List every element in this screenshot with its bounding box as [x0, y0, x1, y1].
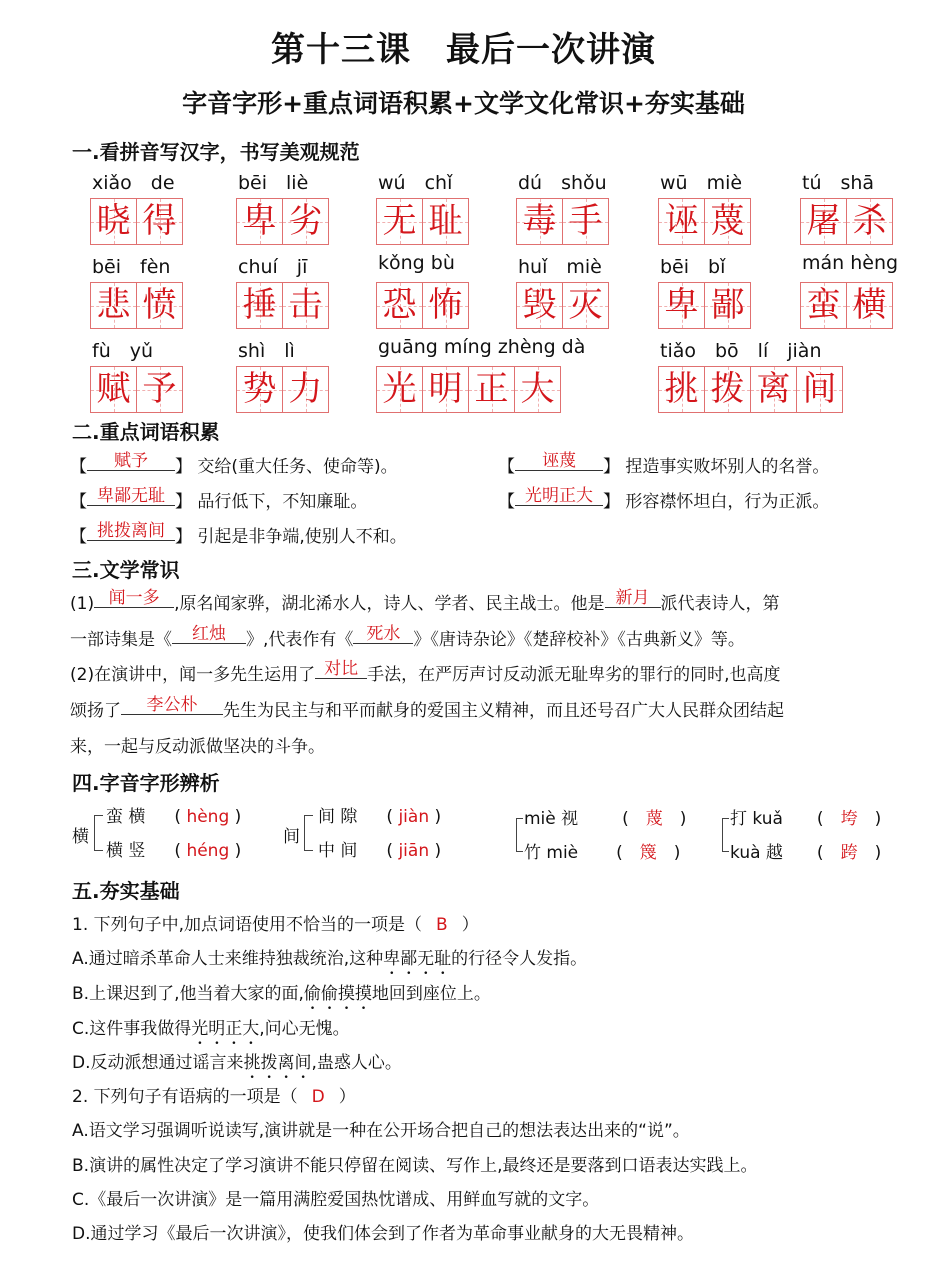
dotted-word: 偷偷摸摸 — [303, 984, 372, 1004]
answer-blank: 对比 — [315, 661, 367, 679]
char-cell — [796, 366, 843, 413]
pinyin-label: bēi fèn — [92, 256, 171, 278]
char-grid — [376, 366, 560, 413]
char-grid — [236, 282, 328, 329]
q1-option-a: A.通过暗杀革命人士来维持独裁统治,这种卑鄙无耻的行径令人发指。 — [72, 949, 588, 969]
hanzi-answer: 蔑 — [710, 201, 745, 241]
pinyin-label: shì lì — [238, 340, 295, 362]
char-cell — [236, 282, 283, 329]
pinyin-label: xiǎo de — [92, 172, 175, 194]
char-cell — [90, 198, 137, 245]
char-cell — [516, 282, 563, 329]
hanzi-answer: 卑 — [242, 201, 277, 241]
answer-blank: 红烛 — [172, 626, 246, 644]
vocab-item-2: 【 诬蔑 】 捏造事实败坏别人的名誉。 — [498, 451, 830, 477]
char-cell — [376, 198, 423, 245]
vocab-item-4: 【 光明正大 】 形容襟怀坦白，行为正派。 — [498, 486, 830, 512]
literature-p2-line1: (2)在演讲中，闻一多先生运用了 对比 手法，在严厉声讨反动派无耻卑劣的罪行的同时,也高度 — [70, 659, 781, 685]
vocab-answer: 卑鄙无耻 — [87, 488, 175, 506]
bracket — [304, 815, 313, 851]
char-cell — [704, 282, 751, 329]
char-cell — [422, 366, 469, 413]
q2-option-d: D.通过学习《最后一次讲演》，使我们体会到了作者为革命事业献身的大无畏精神。 — [72, 1224, 694, 1244]
page-title: 第十三课 最后一次讲演 — [271, 30, 656, 70]
char-cell — [704, 366, 751, 413]
bracket — [94, 815, 103, 851]
hanzi-answer: 横 — [852, 285, 887, 325]
hanzi-answer: 赋 — [96, 369, 131, 409]
hanzi-answer: 手 — [568, 201, 603, 241]
root-char-heng: 横 — [72, 827, 89, 847]
pinyin-label: guāng míng zhèng dà — [378, 336, 586, 358]
char-cell — [236, 366, 283, 413]
char-cell — [658, 198, 705, 245]
vocab-answer: 光明正大 — [515, 488, 603, 506]
hanzi-answer: 杀 — [852, 201, 887, 241]
char-grid — [658, 198, 750, 245]
q1-option-c: C.这件事我做得光明正大,问心无愧。 — [72, 1019, 350, 1039]
char-cell — [422, 198, 469, 245]
char-cell — [516, 198, 563, 245]
vocab-answer: 诬蔑 — [515, 453, 603, 471]
char-grid — [658, 282, 750, 329]
hanzi-answer: 击 — [288, 285, 323, 325]
char-grid — [376, 198, 468, 245]
vocab-answer: 挑拨离间 — [87, 523, 175, 541]
pinyin-label: dú shǒu — [518, 172, 607, 194]
dotted-word: 光明正大 — [191, 1019, 260, 1039]
char-cell — [282, 282, 329, 329]
pinyin-label: tú shā — [802, 172, 875, 194]
hanzi-answer: 挑 — [664, 369, 699, 409]
hanzi-answer: 力 — [288, 369, 323, 409]
char-cell — [282, 198, 329, 245]
char-cell — [376, 282, 423, 329]
q1-option-d: D.反动派想通过谣言来挑拨离间,蛊惑人心。 — [72, 1053, 402, 1073]
word-pair-row: 蛮 横 ( hèng ) — [106, 807, 242, 827]
section-2-heading: 二.重点词语积累 — [72, 420, 220, 444]
char-cell — [704, 198, 751, 245]
char-grid — [236, 198, 328, 245]
char-grid — [800, 282, 892, 329]
pinyin-label: chuí jī — [238, 256, 308, 278]
char-cell — [136, 282, 183, 329]
word-pair-row: 打 kuǎ ( 垮 ) — [730, 809, 882, 829]
answer-blank: 死水 — [353, 626, 413, 644]
char-cell — [800, 282, 847, 329]
char-grid — [376, 282, 468, 329]
literature-p2-line2: 颂扬了 李公朴 先生为民主与和平而献身的爱国主义精神，而且还号召广大人民群众团结起 — [70, 695, 784, 721]
char-cell — [376, 366, 423, 413]
char-cell — [282, 366, 329, 413]
bracket — [516, 818, 523, 852]
char-grid — [90, 366, 182, 413]
char-grid — [516, 198, 608, 245]
hanzi-answer: 恐 — [382, 285, 417, 325]
char-grid — [658, 366, 842, 413]
question-2: 2. 下列句子有语病的一项是（ D ） — [72, 1087, 356, 1107]
pinyin-label: tiǎo bō lí jiàn — [660, 340, 822, 362]
hanzi-answer: 大 — [520, 369, 555, 409]
pinyin-label: huǐ miè — [518, 256, 602, 278]
q2-option-c: C.《最后一次讲演》是一篇用满腔爱国热忱谱成、用鲜血写就的文字。 — [72, 1190, 600, 1210]
question-1-answer: B — [436, 915, 448, 935]
vocab-item-5: 【 挑拨离间 】 引起是非争端,使别人不和。 — [70, 521, 407, 547]
page-subtitle: 字音字形+重点词语积累+文学文化常识+夯实基础 — [182, 89, 745, 118]
char-cell — [468, 366, 515, 413]
answer-blank: 李公朴 — [121, 697, 223, 715]
hanzi-answer: 灭 — [568, 285, 603, 325]
hanzi-answer: 悲 — [96, 285, 131, 325]
pinyin-label: wú chǐ — [378, 172, 453, 194]
char-grid — [90, 198, 182, 245]
char-cell — [846, 282, 893, 329]
hanzi-answer: 鄙 — [710, 285, 745, 325]
question-2-answer: D — [311, 1087, 325, 1107]
word-pair-row: kuà 越 ( 跨 ) — [730, 843, 882, 863]
hanzi-answer: 无 — [382, 201, 417, 241]
word-pair-row: miè 视 ( 蔑 ) — [524, 809, 687, 829]
hanzi-answer: 愤 — [142, 285, 177, 325]
word-pair-row: 横 竖 ( héng ) — [106, 841, 242, 861]
literature-p1-line2: 一部诗集是《 红烛 》,代表作有《 死水 》《唐诗杂论》《楚辞校补》《古典新义》等。 — [70, 624, 745, 650]
char-cell — [800, 198, 847, 245]
char-cell — [90, 366, 137, 413]
char-cell — [562, 198, 609, 245]
section-5-heading: 五.夯实基础 — [72, 879, 180, 903]
literature-p2-line3: 来，一起与反动派做坚决的斗争。 — [70, 737, 325, 757]
answer-blank: 闻一多 — [94, 590, 174, 608]
char-cell — [750, 366, 797, 413]
hanzi-answer: 光 — [382, 369, 417, 409]
char-grid — [516, 282, 608, 329]
q1-option-b: B.上课迟到了,他当着大家的面,偷偷摸摸地回到座位上。 — [72, 984, 491, 1004]
char-cell — [236, 198, 283, 245]
hanzi-answer: 间 — [802, 369, 837, 409]
q2-option-a: A.语文学习强调听说读写,演讲就是一种在公开场合把自己的想法表达出来的“说”。 — [72, 1121, 690, 1141]
char-cell — [562, 282, 609, 329]
section-4-heading: 四.字音字形辨析 — [72, 771, 220, 795]
hanzi-answer: 毁 — [522, 285, 557, 325]
answer-blank: 新月 — [605, 590, 661, 608]
vocab-item-3: 【 卑鄙无耻 】 品行低下，不知廉耻。 — [70, 486, 368, 512]
pinyin-label: bēi liè — [238, 172, 309, 194]
hanzi-answer: 诬 — [664, 201, 699, 241]
hanzi-answer: 捶 — [242, 285, 277, 325]
hanzi-answer: 劣 — [288, 201, 323, 241]
hanzi-answer: 毒 — [522, 201, 557, 241]
pinyin-label: kǒng bù — [378, 252, 455, 274]
char-cell — [846, 198, 893, 245]
pinyin-label: wū miè — [660, 172, 743, 194]
hanzi-answer: 蛮 — [806, 285, 841, 325]
hanzi-answer: 离 — [756, 369, 791, 409]
vocab-answer: 赋予 — [87, 453, 175, 471]
pinyin-label: mán hèng — [802, 252, 899, 274]
hanzi-answer: 卑 — [664, 285, 699, 325]
hanzi-answer: 势 — [242, 369, 277, 409]
hanzi-answer: 拨 — [710, 369, 745, 409]
bracket — [722, 818, 729, 852]
char-grid — [800, 198, 892, 245]
char-cell — [136, 198, 183, 245]
hanzi-answer: 屠 — [806, 201, 841, 241]
hanzi-answer: 予 — [142, 369, 177, 409]
question-1: 1. 下列句子中,加点词语使用不恰当的一项是（ B ） — [72, 915, 479, 935]
section-3-heading: 三.文学常识 — [72, 558, 180, 582]
word-pair-row: 间 隙 ( jiàn ) — [318, 807, 442, 827]
char-cell — [658, 282, 705, 329]
vocab-item-1: 【 赋予 】 交给(重大任务、使命等)。 — [70, 451, 398, 477]
section-1-heading: 一.看拼音写汉字，书写美观规范 — [72, 140, 360, 164]
hanzi-answer: 晓 — [96, 201, 131, 241]
root-char-jian: 间 — [283, 827, 300, 847]
char-grid — [236, 366, 328, 413]
char-cell — [658, 366, 705, 413]
char-cell — [514, 366, 561, 413]
char-cell — [90, 282, 137, 329]
word-pair-row: 中 间 ( jiān ) — [318, 841, 442, 861]
hanzi-answer: 明 — [428, 369, 463, 409]
word-pair-row: 竹 miè ( 篾 ) — [524, 843, 681, 863]
pinyin-label: fù yǔ — [92, 340, 154, 362]
dotted-word: 挑拨离间 — [243, 1053, 312, 1073]
hanzi-answer: 耻 — [428, 201, 463, 241]
char-cell — [422, 282, 469, 329]
char-grid — [90, 282, 182, 329]
hanzi-answer: 怖 — [428, 285, 463, 325]
char-cell — [136, 366, 183, 413]
pinyin-label: bēi bǐ — [660, 256, 726, 278]
dotted-word: 卑鄙无耻 — [383, 949, 452, 969]
q2-option-b: B.演讲的属性决定了学习演讲不能只停留在阅读、写作上,最终还是要落到口语表达实践上。 — [72, 1156, 758, 1176]
literature-p1-line1: (1) 闻一多 ,原名闻家骅，湖北浠水人，诗人、学者、民主战士。他是 新月 派代表诗人，第 — [70, 588, 780, 614]
hanzi-answer: 正 — [474, 369, 509, 409]
hanzi-answer: 得 — [142, 201, 177, 241]
